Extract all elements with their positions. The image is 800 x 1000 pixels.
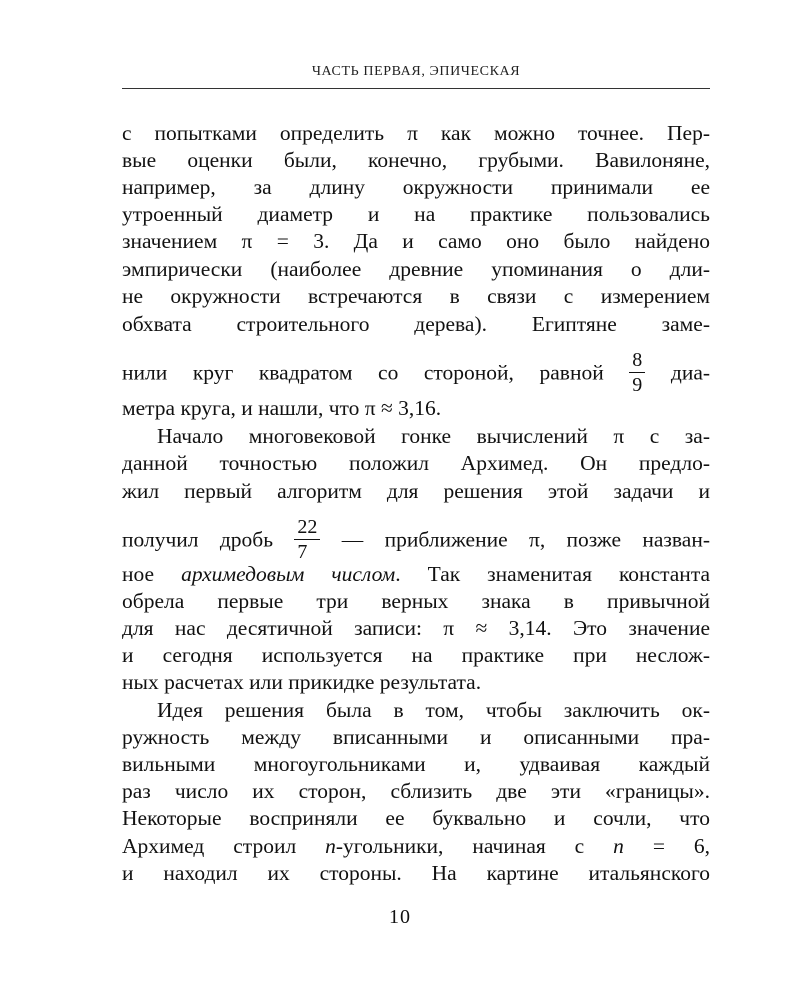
text-line: эмпирически (наиболее древние упоминания о дли- xyxy=(122,257,710,281)
text-line: раз число их сторон, сблизить две эти «границы». xyxy=(122,779,710,803)
running-header: ЧАСТЬ ПЕРВАЯ, ЭПИЧЕСКАЯ xyxy=(311,64,521,79)
text-line: ных расчетах или прикидке результата. xyxy=(122,670,482,694)
text-line: обрела первые три верных знака в привычной xyxy=(122,589,710,613)
text-line: и сегодня используется на практике при неслож- xyxy=(122,643,710,667)
text-line: Некоторые восприняли ее буквально и сочли, что xyxy=(122,806,710,830)
text-line xyxy=(122,561,710,588)
italic-variable: n xyxy=(325,834,336,858)
text-span: . Так знаменитая константа xyxy=(395,562,711,586)
text-line: ружность между вписанными и описанными пра- xyxy=(122,725,710,749)
fraction-denominator: 7 xyxy=(297,541,308,563)
text-span: ное xyxy=(122,562,155,586)
fraction-numerator: 8 xyxy=(629,350,645,373)
text-line-with-fraction xyxy=(122,516,710,564)
text-span: получил дробь xyxy=(122,527,274,552)
italic-term: архимедовым числом xyxy=(181,562,396,586)
text-line: данной точностью положил Архимед. Он предло- xyxy=(122,451,710,475)
text-span: нили круг квадратом со стороной, равной xyxy=(122,360,604,385)
italic-variable: n xyxy=(613,834,624,858)
text-span: Архимед строил xyxy=(122,834,297,858)
text-line: например, за длину окружности принимали ее xyxy=(122,175,710,199)
text-line: жил первый алгоритм для решения этой задачи и xyxy=(122,479,710,503)
page-number: 10 xyxy=(389,906,411,928)
fraction-22-7 xyxy=(294,517,320,562)
text-span: — приближение π, позже назван- xyxy=(341,527,710,552)
text-line: не окружности встречаются в связи с измерением xyxy=(122,284,710,308)
header-rule xyxy=(122,88,710,89)
text-line: и находил их стороны. На картине итальянского xyxy=(122,861,710,885)
text-line: Идея решения была в том, чтобы заключить ок- xyxy=(157,698,710,722)
text-span: -угольники, начиная с xyxy=(335,834,585,858)
text-line: утроенный диаметр и на практике пользовались xyxy=(122,202,710,226)
text-line: метра круга, и нашли, что π ≈ 3,16. xyxy=(122,396,442,420)
text-line xyxy=(122,833,710,860)
text-line: вильными многоугольниками и, удваивая каждый xyxy=(122,752,710,776)
text-line: для нас десятичной записи: π ≈ 3,14. Это значение xyxy=(122,616,710,640)
fraction-8-9 xyxy=(629,350,645,395)
fraction-denominator: 9 xyxy=(632,374,643,396)
text-line: вые оценки были, конечно, грубыми. Вавилоняне, xyxy=(122,148,710,172)
fraction-numerator: 22 xyxy=(294,517,320,540)
text-line: Начало многовековой гонке вычислений π с за- xyxy=(157,424,710,448)
text-line-with-fraction xyxy=(122,349,711,397)
text-span: = 6, xyxy=(652,834,710,858)
text-span: диа- xyxy=(670,360,711,385)
text-line: обхвата строительного дерева). Египтяне заме- xyxy=(122,312,710,336)
text-line: значением π = 3. Да и само оно было найдено xyxy=(122,229,710,253)
text-line: с попытками определить π как можно точнее. Пер- xyxy=(122,121,710,145)
